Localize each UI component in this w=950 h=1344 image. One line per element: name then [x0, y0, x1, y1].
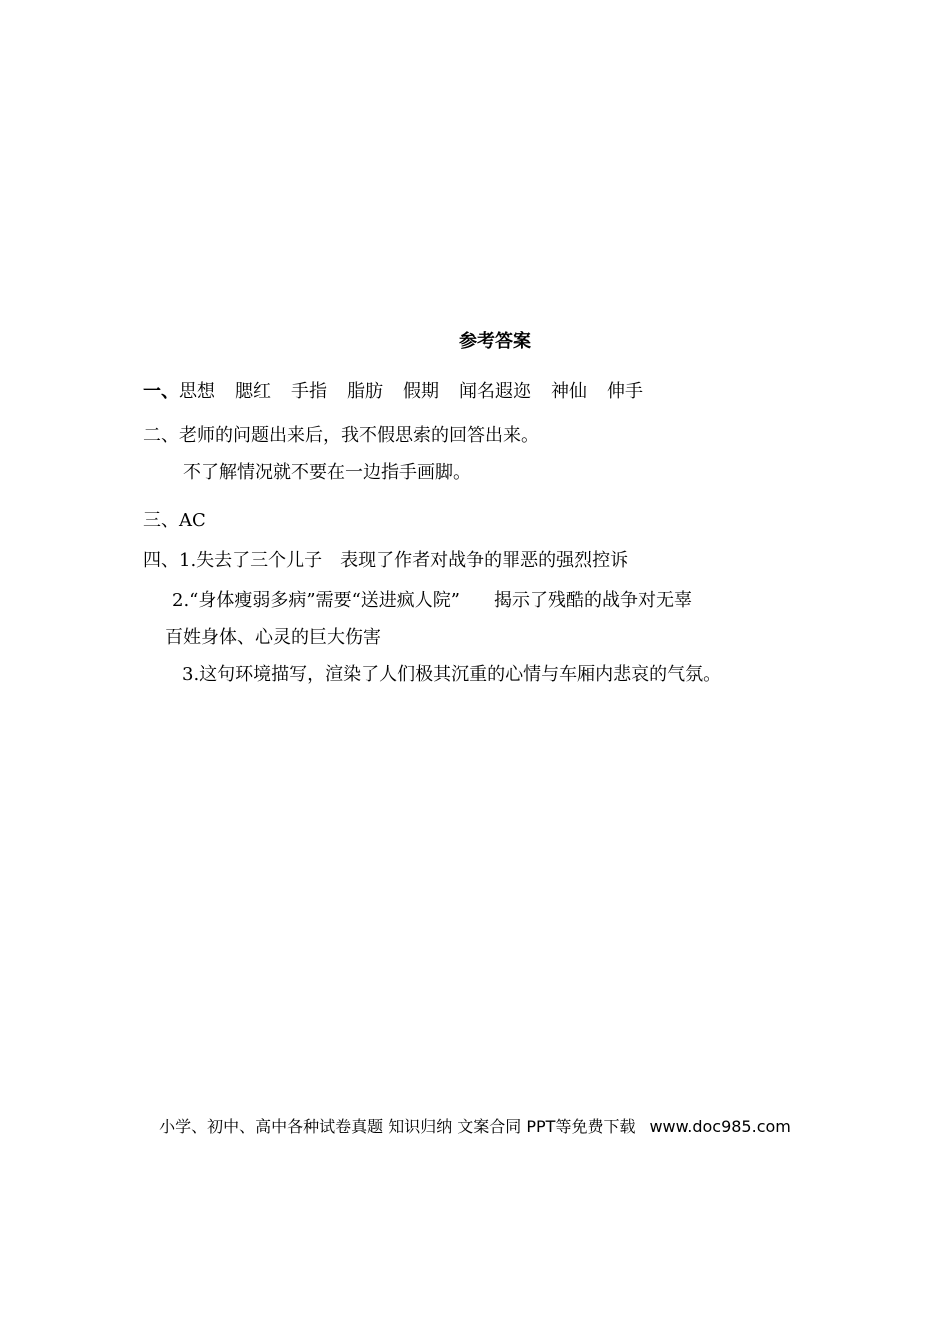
section-1-number: 一、: [143, 381, 179, 402]
answer-section-1: [143, 379, 663, 405]
footer-url: www.doc985.com: [649, 1117, 791, 1136]
answer-section-2-line-1: 二、老师的问题出来后，我不假思索的回答出来。: [143, 425, 539, 446]
answer-section-4-item-3: 3.这句环境描写，渲染了人们极其沉重的心情与车厢内悲哀的气氛。: [182, 664, 722, 685]
item-2-part-b: 揭示了残酷的战争对无辜: [493, 590, 692, 611]
answer-word: 假期: [403, 381, 439, 402]
answer-word: 脂肪: [347, 381, 383, 402]
answer-word: 思想: [179, 381, 215, 402]
answer-section-4-item-2-continued: 百姓身体、心灵的巨大伤害: [165, 627, 381, 648]
footer-text: 小学、初中、高中各种试卷真题 知识归纳 文案合同 PPT等免费下载: [159, 1117, 636, 1136]
answer-section-4-item-1: 四、1.失去了三个儿子 表现了作者对战争的罪恶的强烈控诉: [143, 550, 629, 571]
answer-word: 手指: [291, 381, 327, 402]
answer-word: 神仙: [551, 381, 587, 402]
answer-section-4-item-2: [172, 588, 692, 614]
answer-section-3: 三、AC: [143, 510, 206, 531]
footer: [0, 1116, 950, 1138]
item-2-part-a: 2.“身体瘦弱多病”需要“送进疯人院”: [172, 590, 460, 611]
answer-word: 腮红: [235, 381, 271, 402]
answer-word: 伸手: [607, 381, 643, 402]
answer-word: 闻名遐迩: [459, 381, 531, 402]
answer-section-2-line-2: 不了解情况就不要在一边指手画脚。: [183, 462, 471, 483]
page-title: 参考答案: [459, 331, 531, 352]
